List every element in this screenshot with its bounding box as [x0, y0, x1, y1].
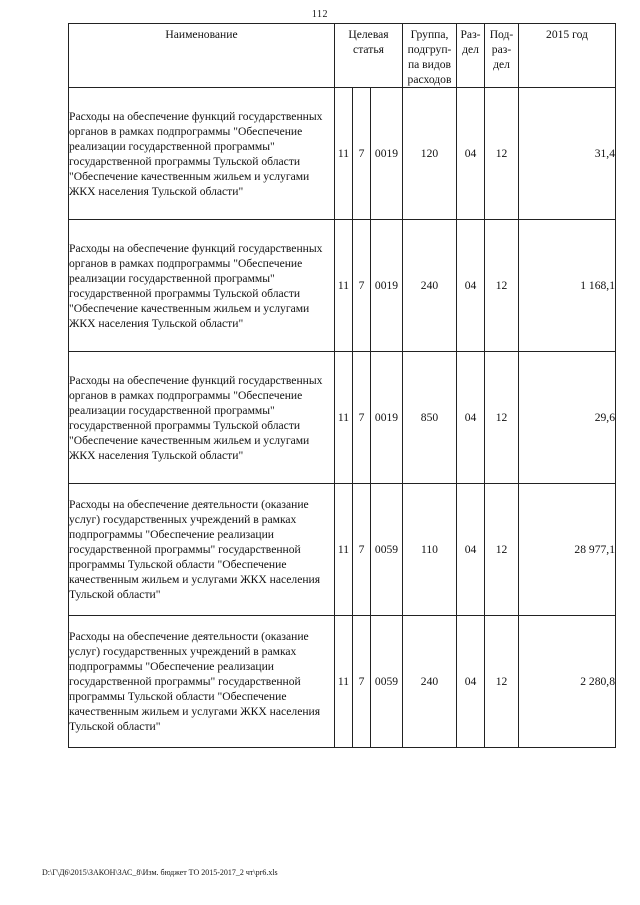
row-group: 120: [403, 88, 457, 220]
header-target-article: Целевая статья: [335, 24, 403, 88]
header-section: Раз-дел: [457, 24, 485, 88]
table-row: [69, 352, 616, 484]
row-article-3: 0019: [371, 88, 403, 220]
row-group: 110: [403, 484, 457, 616]
row-article-2: 7: [353, 88, 371, 220]
file-path-footer: D:\Г\Д6\2015\ЗАКОН\ЗАС_8\Изм. бюджет ТО 2015-2017_2 чт\pr6.xls: [42, 868, 278, 877]
row-article-3: 0059: [371, 484, 403, 616]
row-section: 04: [457, 616, 485, 748]
table-row: [69, 484, 616, 616]
row-name: Расходы на обеспечение функций государственных органов в рамках подпрограммы "Обеспечение реализации государственной программы" государственной программы Тульской области "Обеспечение качественным жильем и услугами ЖКХ населения Тульской области": [69, 352, 335, 484]
row-article-2: 7: [353, 220, 371, 352]
row-section: 04: [457, 484, 485, 616]
row-group: 240: [403, 616, 457, 748]
row-article-1: 11: [335, 88, 353, 220]
row-article-3: 0019: [371, 352, 403, 484]
row-name: Расходы на обеспечение функций государственных органов в рамках подпрограммы "Обеспечение реализации государственной программы" государственной программы Тульской области "Обеспечение качественным жильем и услугами ЖКХ населения Тульской области": [69, 220, 335, 352]
row-article-3: 0019: [371, 220, 403, 352]
row-amount: 29,6: [519, 352, 616, 484]
row-group: 850: [403, 352, 457, 484]
row-name: Расходы на обеспечение функций государственных органов в рамках подпрограммы "Обеспечение реализации государственной программы" государственной программы Тульской области "Обеспечение качественным жильем и услугами ЖКХ населения Тульской области": [69, 88, 335, 220]
header-subsection: Под-раз-дел: [485, 24, 519, 88]
header-year: 2015 год: [519, 24, 616, 88]
table-row: [69, 88, 616, 220]
row-group: 240: [403, 220, 457, 352]
row-article-1: 11: [335, 616, 353, 748]
row-article-1: 11: [335, 484, 353, 616]
row-article-1: 11: [335, 352, 353, 484]
row-name: Расходы на обеспечение деятельности (оказание услуг) государственных учреждений в рамках подпрограммы "Обеспечение реализации государственной программы" государственной программы Тульской области "Обеспечение качественным жильем и услугами ЖКХ населения Тульской области": [69, 484, 335, 616]
table-row: [69, 616, 616, 748]
row-subsection: 12: [485, 616, 519, 748]
row-article-1: 11: [335, 220, 353, 352]
row-subsection: 12: [485, 88, 519, 220]
page-number: 112: [311, 9, 329, 20]
row-subsection: 12: [485, 220, 519, 352]
row-amount: 2 280,8: [519, 616, 616, 748]
row-amount: 28 977,1: [519, 484, 616, 616]
row-name: Расходы на обеспечение деятельности (оказание услуг) государственных учреждений в рамках подпрограммы "Обеспечение реализации государственной программы" государственной программы Тульской области "Обеспечение качественным жильем и услугами ЖКХ населения Тульской области": [69, 616, 335, 748]
budget-table: [68, 23, 616, 748]
row-amount: 1 168,1: [519, 220, 616, 352]
header-group: Группа, подгруп-па видов расходов: [403, 24, 457, 88]
row-article-2: 7: [353, 352, 371, 484]
row-section: 04: [457, 352, 485, 484]
header-name: Наименование: [69, 24, 335, 88]
row-subsection: 12: [485, 352, 519, 484]
row-section: 04: [457, 220, 485, 352]
row-article-3: 0059: [371, 616, 403, 748]
row-subsection: 12: [485, 484, 519, 616]
table-header-row: [69, 24, 616, 88]
row-article-2: 7: [353, 616, 371, 748]
row-section: 04: [457, 88, 485, 220]
table-row: [69, 220, 616, 352]
row-article-2: 7: [353, 484, 371, 616]
row-amount: 31,4: [519, 88, 616, 220]
